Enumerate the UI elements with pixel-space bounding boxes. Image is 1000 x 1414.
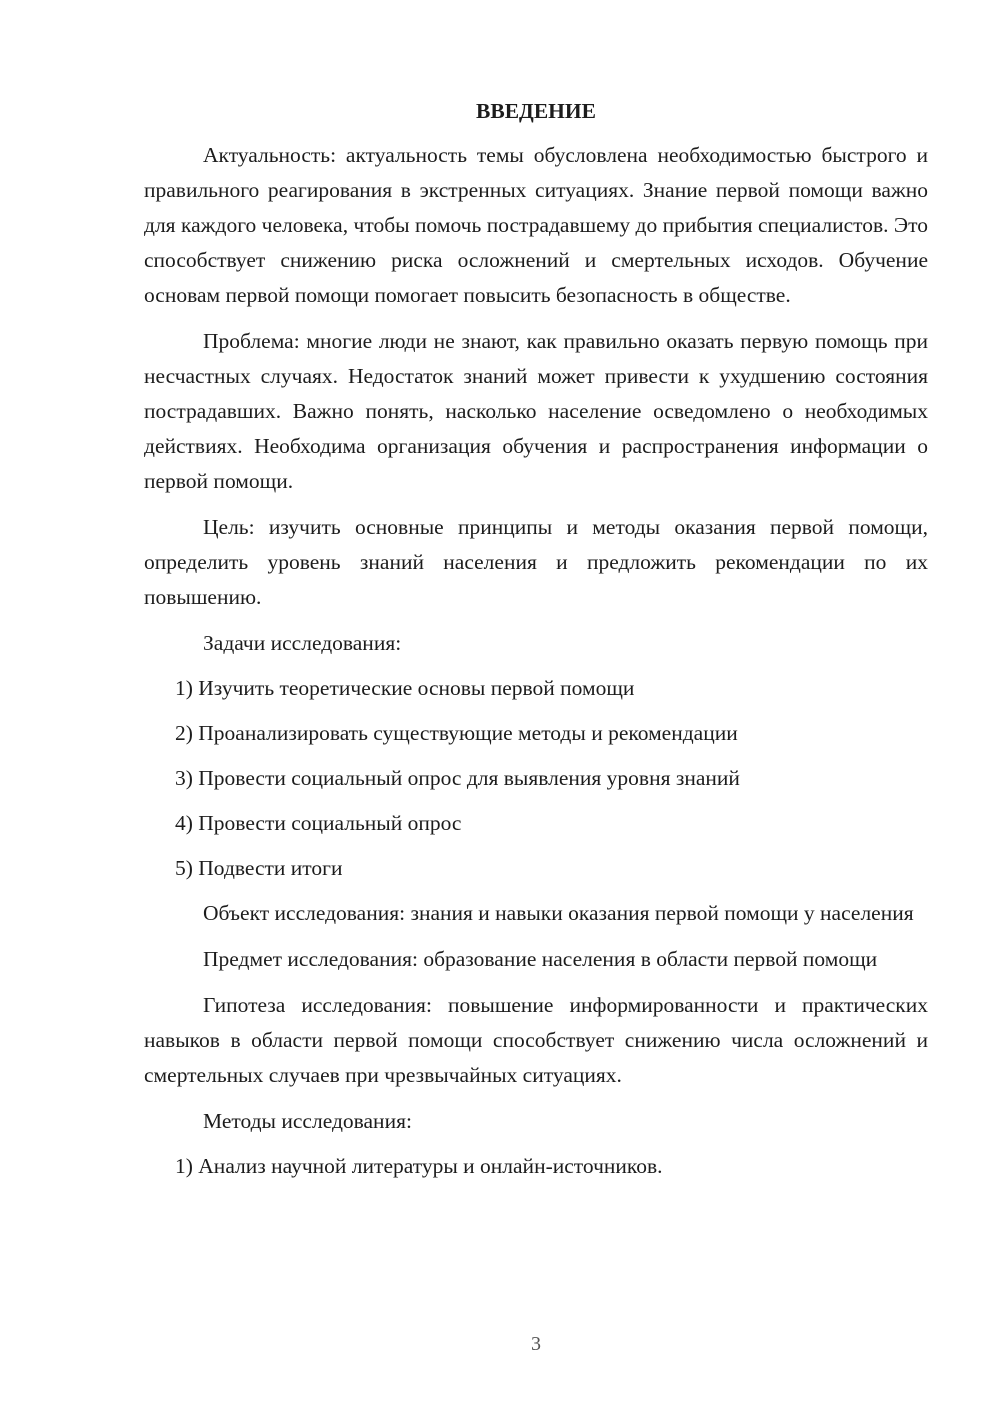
list-item: 1) Анализ научной литературы и онлайн-источников. <box>175 1154 663 1178</box>
list-item: 5) Подвести итоги <box>175 856 343 880</box>
list-item: 4) Провести социальный опрос <box>175 811 462 835</box>
tasks-list <box>144 671 928 886</box>
relevance-paragraph: Актуальность: актуальность темы обусловлена необходимостью быстрого и правильного реагирования в экстренных ситуациях. Знание первой помощи важно для каждого человека, чтобы помочь пострадавшему до прибытия специалистов. Это способствует снижению риска осложнений и смертельных исходов. Обучение основам первой помощи помогает повысить безопасность в обществе. <box>144 143 928 307</box>
methods-list <box>144 1149 928 1184</box>
tasks-heading: Задачи исследования: <box>203 631 402 655</box>
document-page <box>144 96 928 1194</box>
list-item: 1) Изучить теоретические основы первой помощи <box>175 676 635 700</box>
page-number: 3 <box>531 1333 541 1355</box>
problem-paragraph: Проблема: многие люди не знают, как правильно оказать первую помощь при несчастных случаях. Недостаток знаний может привести к ухудшению состояния пострадавших. Важно понять, насколько население осведомлено о необходимых действиях. Необходима организация обучения и распространения информации о первой помощи. <box>144 329 928 493</box>
goal-paragraph: Цель: изучить основные принципы и методы оказания первой помощи, определить уровень знаний населения и предложить рекомендации по их повышению. <box>144 515 928 609</box>
hypothesis-paragraph: Гипотеза исследования: повышение информированности и практических навыков в области первой помощи способствует снижению числа осложнений и смертельных случаев при чрезвычайных ситуациях. <box>144 993 928 1087</box>
subject-paragraph: Предмет исследования: образование населения в области первой помощи <box>203 947 878 971</box>
object-paragraph: Объект исследования: знания и навыки оказания первой помощи у населения <box>203 901 914 925</box>
list-item: 3) Провести социальный опрос для выявления уровня знаний <box>175 766 740 790</box>
page-title: ВВЕДЕНИЕ <box>476 99 596 123</box>
methods-heading: Методы исследования: <box>203 1109 412 1133</box>
list-item: 2) Проанализировать существующие методы и рекомендации <box>175 721 738 745</box>
